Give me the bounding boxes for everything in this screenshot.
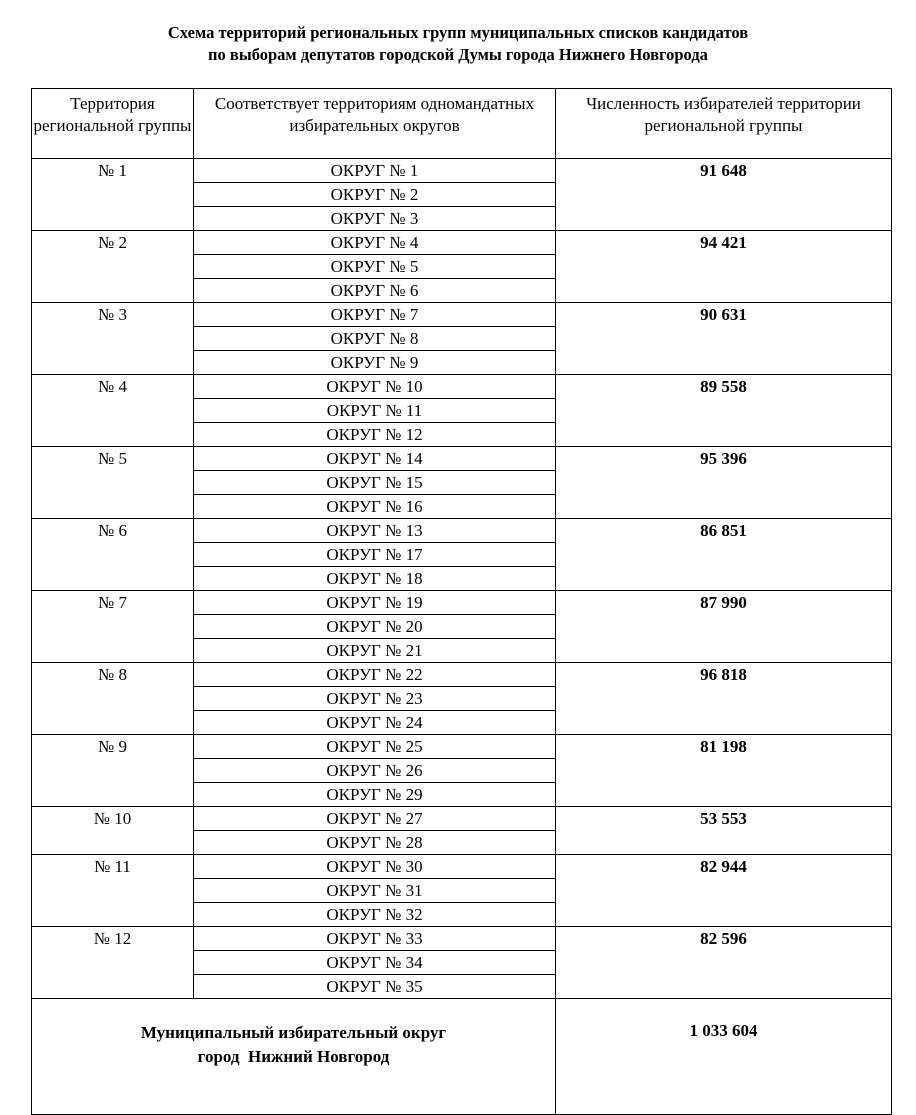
okrug-cell: ОКРУГ № 25 (194, 735, 556, 759)
okrug-cell: ОКРУГ № 1 (194, 159, 556, 183)
okrug-cell: ОКРУГ № 19 (194, 591, 556, 615)
group-voter-count: 91 648 (556, 159, 892, 231)
okrug-cell: ОКРУГ № 3 (194, 207, 556, 231)
group-number: № 6 (32, 519, 194, 591)
okrug-cell: ОКРУГ № 32 (194, 903, 556, 927)
group-number: № 1 (32, 159, 194, 231)
table-row (32, 159, 892, 183)
group-voter-count: 82 596 (556, 927, 892, 999)
okrug-cell: ОКРУГ № 28 (194, 831, 556, 855)
okrug-cell: ОКРУГ № 24 (194, 711, 556, 735)
okrug-cell: ОКРУГ № 15 (194, 471, 556, 495)
total-label (32, 999, 556, 1115)
table-header-row (32, 89, 892, 159)
okrug-cell: ОКРУГ № 7 (194, 303, 556, 327)
table-body (32, 159, 892, 999)
total-label-line-2: город Нижний Новгород (197, 1047, 390, 1066)
okrug-cell: ОКРУГ № 34 (194, 951, 556, 975)
okrug-cell: ОКРУГ № 22 (194, 663, 556, 687)
okrug-cell: ОКРУГ № 6 (194, 279, 556, 303)
group-number: № 8 (32, 663, 194, 735)
okrug-cell: ОКРУГ № 30 (194, 855, 556, 879)
group-number: № 2 (32, 231, 194, 303)
table-row (32, 591, 892, 615)
table-row (32, 303, 892, 327)
header-territory: Территория региональной группы (32, 89, 194, 159)
okrug-cell: ОКРУГ № 27 (194, 807, 556, 831)
regional-groups-table (31, 88, 892, 1115)
okrug-cell: ОКРУГ № 20 (194, 615, 556, 639)
table-row (32, 855, 892, 879)
okrug-cell: ОКРУГ № 14 (194, 447, 556, 471)
okrug-cell: ОКРУГ № 13 (194, 519, 556, 543)
group-voter-count: 96 818 (556, 663, 892, 735)
table-row (32, 447, 892, 471)
group-voter-count: 82 944 (556, 855, 892, 927)
group-number: № 12 (32, 927, 194, 999)
okrug-cell: ОКРУГ № 26 (194, 759, 556, 783)
total-row (32, 999, 892, 1115)
okrug-cell: ОКРУГ № 10 (194, 375, 556, 399)
group-voter-count: 87 990 (556, 591, 892, 663)
okrug-cell: ОКРУГ № 29 (194, 783, 556, 807)
group-number: № 3 (32, 303, 194, 375)
okrug-cell: ОКРУГ № 21 (194, 639, 556, 663)
group-number: № 11 (32, 855, 194, 927)
okrug-cell: ОКРУГ № 11 (194, 399, 556, 423)
document-title (0, 22, 916, 66)
table-row (32, 375, 892, 399)
group-number: № 4 (32, 375, 194, 447)
group-voter-count: 89 558 (556, 375, 892, 447)
okrug-cell: ОКРУГ № 2 (194, 183, 556, 207)
okrug-cell: ОКРУГ № 18 (194, 567, 556, 591)
total-value: 1 033 604 (556, 999, 892, 1115)
total-label-line-1: Муниципальный избирательный округ (140, 1023, 447, 1042)
group-voter-count: 53 553 (556, 807, 892, 855)
group-number: № 7 (32, 591, 194, 663)
okrug-cell: ОКРУГ № 16 (194, 495, 556, 519)
group-number: № 10 (32, 807, 194, 855)
header-voter-count: Численность избирателей территории региональной группы (556, 89, 892, 159)
table-row (32, 663, 892, 687)
table-row (32, 519, 892, 543)
group-voter-count: 94 421 (556, 231, 892, 303)
group-number: № 5 (32, 447, 194, 519)
group-voter-count: 81 198 (556, 735, 892, 807)
okrug-cell: ОКРУГ № 12 (194, 423, 556, 447)
table-row (32, 735, 892, 759)
table-row (32, 927, 892, 951)
title-line-1: Схема территорий региональных групп муниципальных списков кандидатов (167, 23, 749, 42)
table-row (32, 231, 892, 255)
table-row (32, 807, 892, 831)
group-voter-count: 90 631 (556, 303, 892, 375)
group-number: № 9 (32, 735, 194, 807)
okrug-cell: ОКРУГ № 4 (194, 231, 556, 255)
okrug-cell: ОКРУГ № 9 (194, 351, 556, 375)
okrug-cell: ОКРУГ № 17 (194, 543, 556, 567)
title-line-2: по выборам депутатов городской Думы города Нижнего Новгорода (208, 45, 708, 64)
okrug-cell: ОКРУГ № 31 (194, 879, 556, 903)
okrug-cell: ОКРУГ № 23 (194, 687, 556, 711)
okrug-cell: ОКРУГ № 8 (194, 327, 556, 351)
okrug-cell: ОКРУГ № 35 (194, 975, 556, 999)
group-voter-count: 86 851 (556, 519, 892, 591)
header-okrugs: Соответствует территориям одномандатных избирательных округов (194, 89, 556, 159)
okrug-cell: ОКРУГ № 33 (194, 927, 556, 951)
okrug-cell: ОКРУГ № 5 (194, 255, 556, 279)
group-voter-count: 95 396 (556, 447, 892, 519)
